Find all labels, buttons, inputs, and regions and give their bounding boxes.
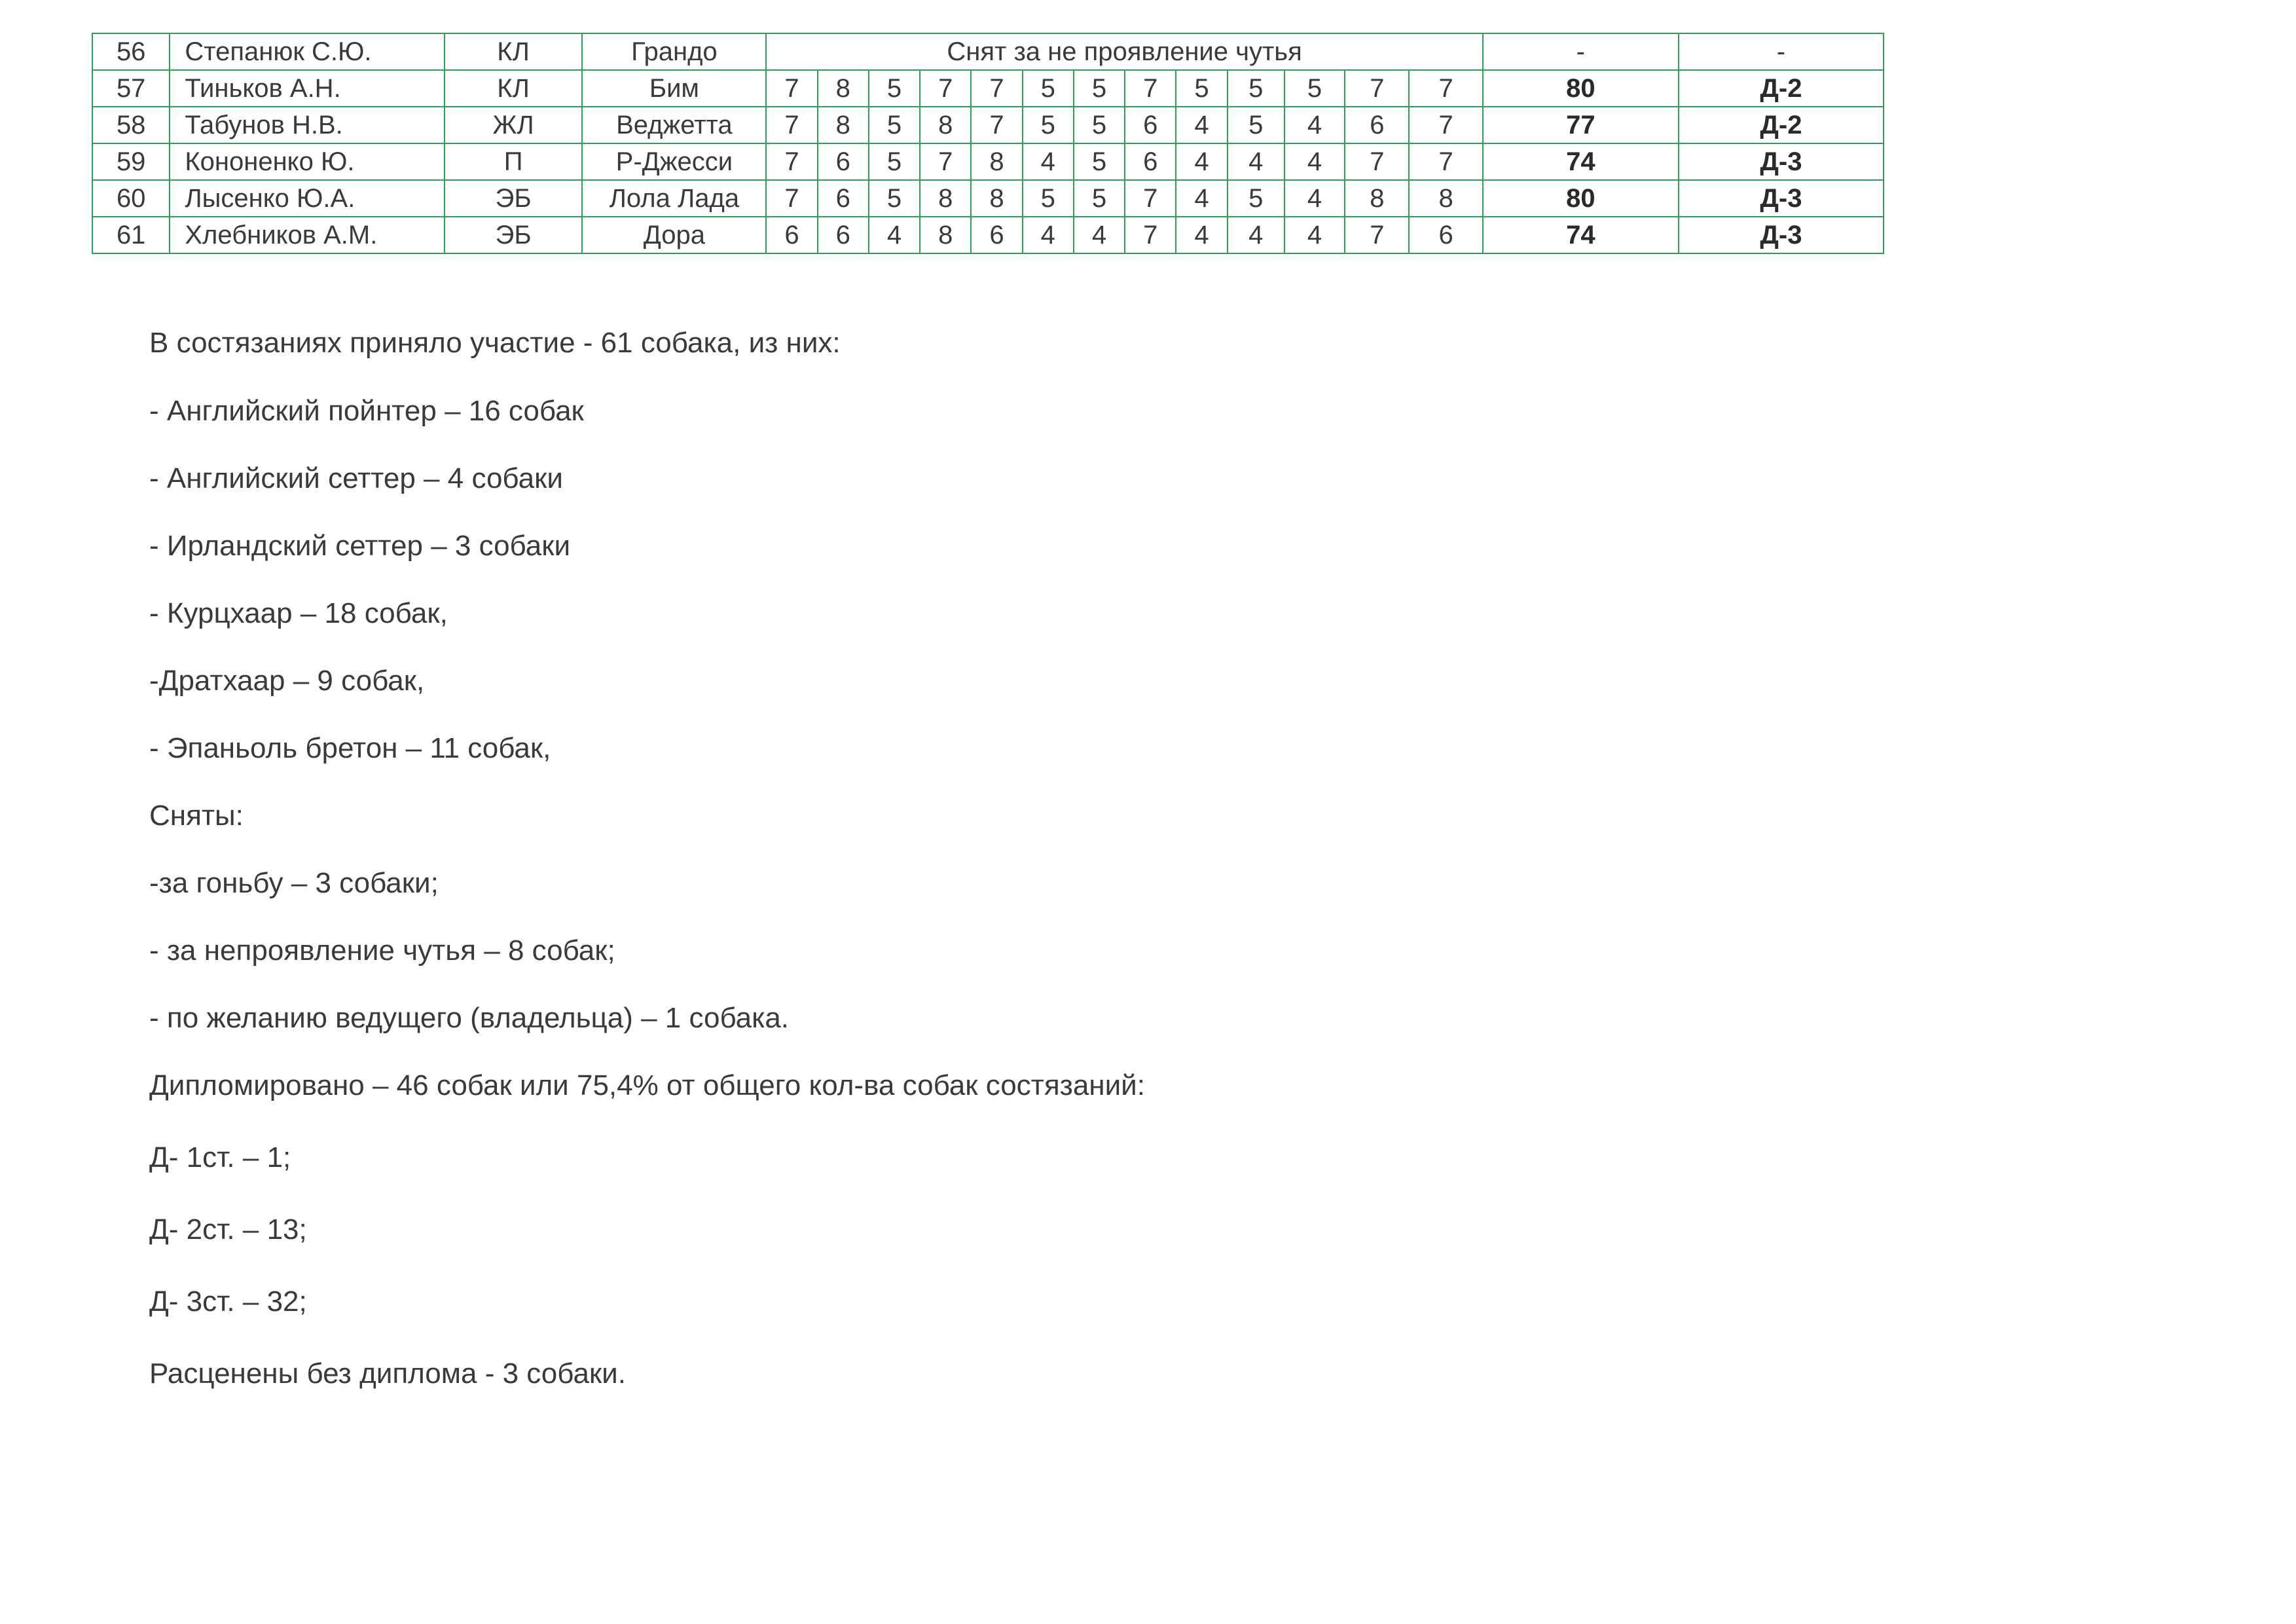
score-cell: 6 [818, 217, 869, 253]
table-row [92, 107, 1884, 143]
summary-removed-line: - за непроявление чутья – 8 собак; [149, 934, 615, 967]
handler-name: Лысенко Ю.А. [170, 180, 444, 217]
handler-name: Кононенко Ю. [170, 143, 444, 180]
total-score: 80 [1483, 70, 1679, 107]
total-score: 74 [1483, 217, 1679, 253]
handler-name: Табунов Н.В. [170, 107, 444, 143]
table-row [92, 180, 1884, 217]
score-cell: 7 [1409, 143, 1482, 180]
score-cell: 4 [1023, 217, 1074, 253]
row-number: 61 [92, 217, 170, 253]
row-number: 59 [92, 143, 170, 180]
summary-breed-line: -Дратхаар – 9 собак, [149, 665, 425, 697]
score-cell: 7 [920, 70, 971, 107]
score-cell: 5 [1228, 107, 1285, 143]
score-cell: 4 [1176, 143, 1227, 180]
score-cell: 4 [1285, 143, 1345, 180]
breed-code: П [445, 143, 583, 180]
score-cell: 5 [869, 107, 920, 143]
summary-removed-line: - по желанию ведущего (владельца) – 1 собака. [149, 1002, 790, 1034]
score-cell: 7 [971, 107, 1022, 143]
dog-name: Лола Лада [582, 180, 766, 217]
score-cell: 7 [1345, 143, 1409, 180]
score-cell: 7 [766, 143, 817, 180]
score-cell: 5 [1023, 180, 1074, 217]
score-cell: 7 [920, 143, 971, 180]
score-cell: 5 [869, 143, 920, 180]
breed-code: ЖЛ [445, 107, 583, 143]
score-cell: 4 [1176, 107, 1227, 143]
dog-name: Р-Джесси [582, 143, 766, 180]
summary-breed-line: - Эпаньоль бретон – 11 собак, [149, 732, 551, 764]
score-cell: 4 [1228, 217, 1285, 253]
diploma: Д-3 [1679, 143, 1884, 180]
table-row [92, 70, 1884, 107]
diploma: Д-3 [1679, 217, 1884, 253]
score-cell: 6 [818, 180, 869, 217]
results-table-body [92, 33, 1884, 253]
removed-note: Снят за не проявление чутья [766, 33, 1483, 70]
score-cell: 4 [869, 217, 920, 253]
score-cell: 4 [1228, 143, 1285, 180]
breed-code: КЛ [445, 70, 583, 107]
total-score: 77 [1483, 107, 1679, 143]
total-score: 80 [1483, 180, 1679, 217]
breed-code: КЛ [445, 33, 583, 70]
table-row [92, 143, 1884, 180]
score-cell: 6 [766, 217, 817, 253]
row-number: 56 [92, 33, 170, 70]
row-number: 57 [92, 70, 170, 107]
score-cell: 4 [1176, 217, 1227, 253]
summary-no-diploma: Расценены без диплома - 3 собаки. [149, 1357, 626, 1390]
results-table [92, 33, 1884, 254]
summary-removed-line: -за гоньбу – 3 собаки; [149, 867, 439, 899]
score-cell: 7 [1125, 217, 1176, 253]
score-cell: 5 [1228, 180, 1285, 217]
score-cell: 8 [920, 180, 971, 217]
summary-diploma-line: Д- 1ст. – 1; [149, 1141, 291, 1173]
breed-code: ЭБ [445, 180, 583, 217]
table-row [92, 217, 1884, 253]
dog-name: Бим [582, 70, 766, 107]
score-cell: 7 [1125, 70, 1176, 107]
score-cell: 6 [1409, 217, 1482, 253]
dog-name: Веджетта [582, 107, 766, 143]
summary-intro: В состязаниях приняло участие - 61 собака, из них: [149, 327, 841, 359]
score-cell: 7 [766, 180, 817, 217]
handler-name: Тиньков А.Н. [170, 70, 444, 107]
diploma: Д-2 [1679, 107, 1884, 143]
score-cell: 4 [1285, 217, 1345, 253]
summary-breed-line: - Курцхаар – 18 собак, [149, 597, 448, 629]
summary-diploma-total: Дипломировано – 46 собак или 75,4% от общего кол-ва собак состязаний: [149, 1069, 1145, 1101]
score-cell: 8 [818, 70, 869, 107]
competition-summary [149, 323, 1721, 1393]
summary-breed-line: - Английский пойнтер – 16 собак [149, 395, 584, 427]
diploma: - [1679, 33, 1884, 70]
row-number: 60 [92, 180, 170, 217]
score-cell: 8 [920, 217, 971, 253]
breed-code: ЭБ [445, 217, 583, 253]
score-cell: 7 [1409, 70, 1482, 107]
dog-name: Грандо [582, 33, 766, 70]
score-cell: 7 [766, 70, 817, 107]
score-cell: 5 [869, 180, 920, 217]
score-cell: 8 [1409, 180, 1482, 217]
score-cell: 5 [1074, 70, 1125, 107]
handler-name: Хлебников А.М. [170, 217, 444, 253]
score-cell: 6 [818, 143, 869, 180]
total-score: - [1483, 33, 1679, 70]
summary-breed-line: - Ирландский сеттер – 3 собаки [149, 530, 571, 562]
score-cell: 4 [1176, 180, 1227, 217]
score-cell: 6 [1125, 143, 1176, 180]
handler-name: Степанюк С.Ю. [170, 33, 444, 70]
score-cell: 6 [1345, 107, 1409, 143]
score-cell: 4 [1285, 107, 1345, 143]
dog-name: Дора [582, 217, 766, 253]
score-cell: 5 [1023, 70, 1074, 107]
score-cell: 5 [1176, 70, 1227, 107]
summary-breed-line: - Английский сеттер – 4 собаки [149, 462, 563, 494]
score-cell: 5 [1074, 180, 1125, 217]
score-cell: 8 [920, 107, 971, 143]
score-cell: 5 [869, 70, 920, 107]
summary-diploma-line: Д- 3ст. – 32; [149, 1285, 307, 1318]
summary-diploma-line: Д- 2ст. – 13; [149, 1213, 307, 1246]
score-cell: 7 [766, 107, 817, 143]
score-cell: 7 [1409, 107, 1482, 143]
score-cell: 7 [1345, 217, 1409, 253]
score-cell: 4 [1074, 217, 1125, 253]
score-cell: 8 [971, 180, 1022, 217]
summary-removed-heading: Сняты: [149, 800, 244, 832]
score-cell: 5 [1074, 107, 1125, 143]
score-cell: 8 [1345, 180, 1409, 217]
score-cell: 7 [971, 70, 1022, 107]
total-score: 74 [1483, 143, 1679, 180]
score-cell: 5 [1285, 70, 1345, 107]
score-cell: 7 [1345, 70, 1409, 107]
table-row [92, 33, 1884, 70]
score-cell: 4 [1285, 180, 1345, 217]
diploma: Д-2 [1679, 70, 1884, 107]
score-cell: 4 [1023, 143, 1074, 180]
score-cell: 5 [1228, 70, 1285, 107]
score-cell: 8 [971, 143, 1022, 180]
score-cell: 7 [1125, 180, 1176, 217]
score-cell: 6 [1125, 107, 1176, 143]
score-cell: 6 [971, 217, 1022, 253]
diploma: Д-3 [1679, 180, 1884, 217]
score-cell: 8 [818, 107, 869, 143]
score-cell: 5 [1023, 107, 1074, 143]
row-number: 58 [92, 107, 170, 143]
score-cell: 5 [1074, 143, 1125, 180]
